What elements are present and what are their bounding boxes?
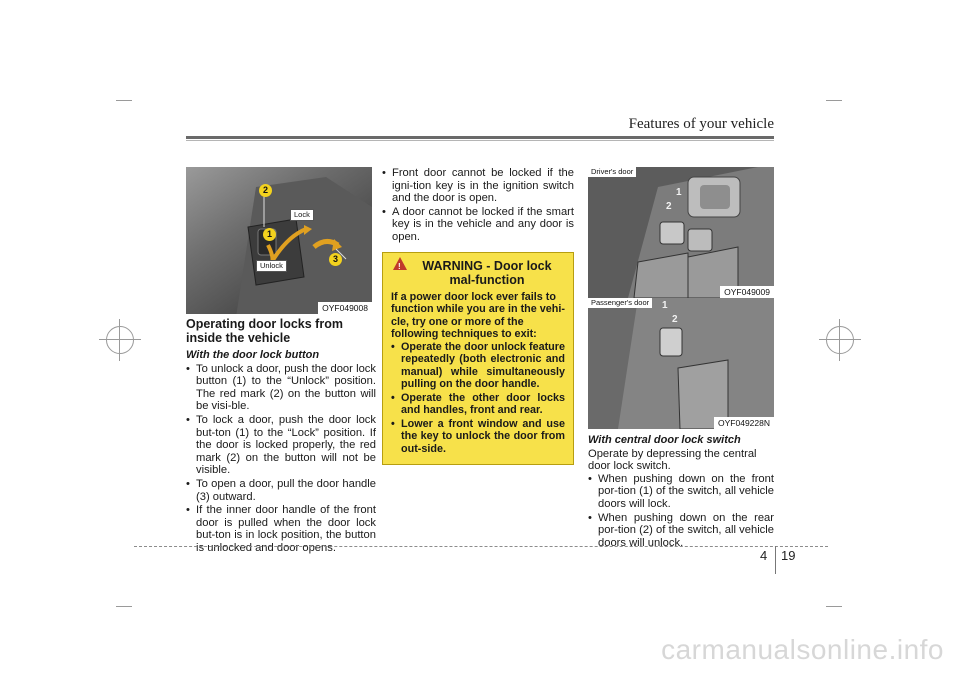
crop-mark — [826, 606, 842, 607]
figure-code: OYF049008 — [318, 302, 372, 314]
list-item: • Operate the door unlock feature repeatedly (both electronic and manual) while simultaneously pulling on the door handle. — [391, 341, 565, 391]
drivers-door-label: Driver's door — [588, 167, 636, 177]
door-handle-illustration — [186, 167, 372, 314]
list-item: • When pushing down on the rear por-tion (2) of the switch, all vehicle doors will unlock. — [588, 512, 774, 550]
warning-title: WARNING - Door lock mal-function — [422, 258, 552, 287]
list-item: • To lock a door, push the door lock but-ton (1) to the “Lock” position. If the door is locked properly, the red mark (2) on the button will not be visible. — [186, 414, 376, 477]
door-lock-button-list — [186, 363, 376, 555]
watermark: carmanualsonline.info — [661, 634, 944, 665]
list-item: • Operate the other door locks and handles, front and rear. — [391, 392, 565, 417]
door-lock-button-photo — [186, 167, 372, 314]
middle-column — [382, 167, 574, 465]
subheading-door-lock-button: With the door lock button — [186, 349, 320, 361]
callout-3: 3 — [329, 253, 342, 266]
heading-operating-door-locks: Operating door locks from inside the vehicle — [186, 317, 343, 345]
passengers-door-label: Passenger's door — [588, 298, 652, 308]
warning-header — [391, 259, 565, 287]
warning-intro: If a power door lock ever fails to function while you are in the vehi-cle, try one or more of the following techniques to exit: — [391, 290, 565, 341]
callout-1: 1 — [662, 300, 668, 311]
section-title: Features of your vehicle — [628, 116, 774, 132]
passengers-door-switch-illustration — [588, 298, 774, 429]
list-item: • Lower a front window and use the key to unlock the door from out-side. — [391, 418, 565, 456]
subheading-central-door-lock: With central door lock switch — [588, 434, 741, 446]
figure-code: OYF049009 — [720, 286, 774, 298]
list-item: • If the inner door handle of the front door is pulled when the door lock but-ton is in lock position, the button is unlocked and door opens. — [186, 504, 376, 554]
crop-mark — [826, 100, 842, 101]
figure-code: OYF049228N — [714, 417, 774, 429]
footer-rule — [134, 546, 828, 547]
list-item: • To unlock a door, push the door lock button (1) to the “Unlock” position. The red mark (2) on the button will be visi-ble. — [186, 363, 376, 413]
registration-mark-left — [106, 326, 134, 354]
warning-list — [391, 341, 565, 456]
header-rule-thin — [186, 140, 774, 141]
chapter-number: 4 — [760, 548, 768, 563]
left-column — [186, 167, 376, 556]
crop-mark — [116, 100, 132, 101]
crop-mark — [116, 606, 132, 607]
unlock-label: Unlock — [256, 260, 287, 272]
warning-box — [382, 252, 574, 466]
central-lock-intro: Operate by depressing the central door lock switch. — [588, 447, 757, 473]
central-lock-list — [588, 473, 774, 550]
header-rule — [186, 136, 774, 139]
page-number: 19 — [781, 548, 796, 563]
lock-label: Lock — [290, 209, 314, 221]
lock-conditions-list — [382, 167, 574, 244]
right-column — [588, 167, 774, 550]
drivers-door-photo — [588, 167, 774, 298]
warning-triangle-icon: ! — [393, 257, 407, 270]
callout-2: 2 — [259, 184, 272, 197]
callout-2: 2 — [672, 314, 678, 325]
callout-1: 1 — [263, 228, 276, 241]
page-number-separator — [775, 546, 776, 574]
callout-2: 2 — [666, 201, 672, 212]
passengers-door-photo — [588, 298, 774, 429]
list-item: • A door cannot be locked if the smart key is in the vehicle and any door is open. — [382, 206, 574, 244]
list-item: • To open a door, pull the door handle (3) outward. — [186, 478, 376, 503]
list-item: • Front door cannot be locked if the igni-tion key is in the ignition switch and the door is open. — [382, 167, 574, 205]
registration-mark-right — [826, 326, 854, 354]
callout-1: 1 — [676, 187, 682, 198]
list-item: • When pushing down on the front por-tion (1) of the switch, all vehicle doors will lock. — [588, 473, 774, 511]
